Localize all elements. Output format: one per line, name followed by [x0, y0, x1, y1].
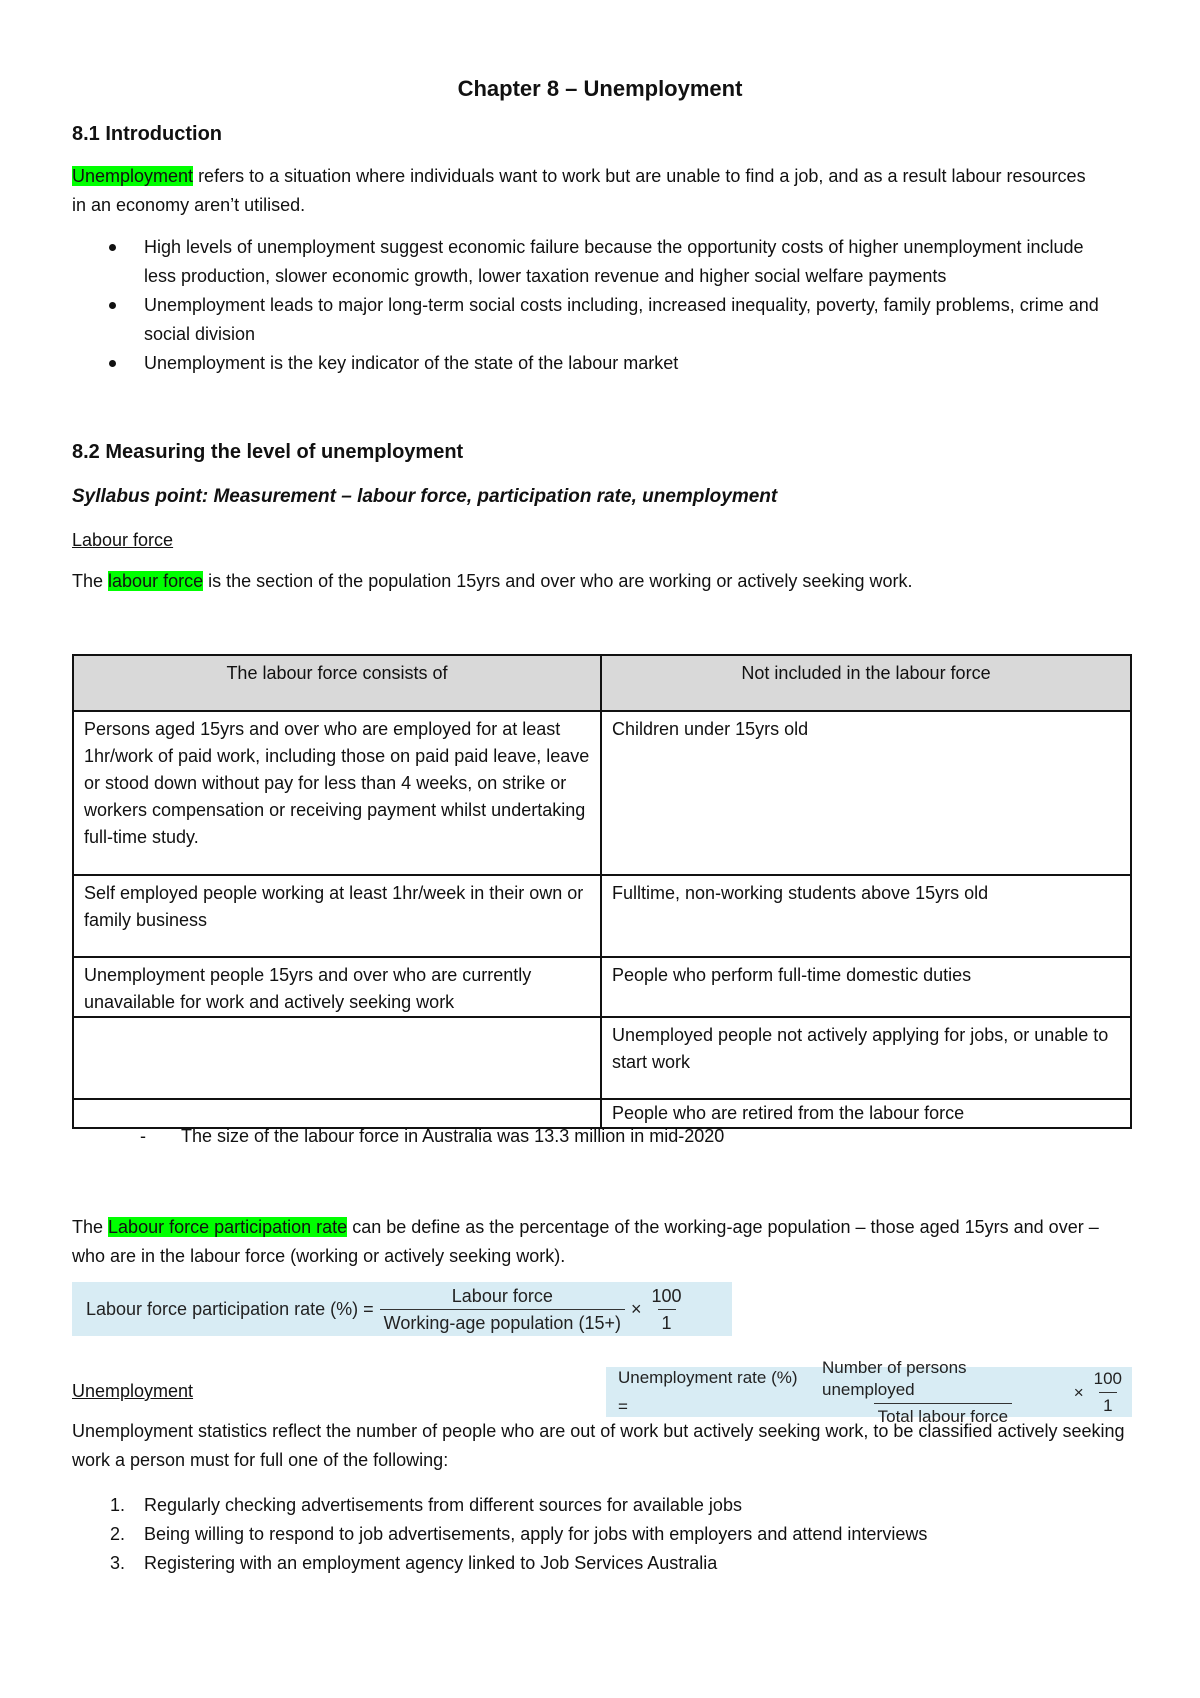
- intro-bullet-list: [72, 233, 1112, 378]
- list-item: [72, 1520, 1112, 1549]
- times-sign: ×: [1073, 1382, 1084, 1402]
- formula-denominator: 1: [1099, 1392, 1116, 1417]
- table-cell: Unemployed people not actively applying for jobs, or unable to start work: [601, 1017, 1131, 1099]
- text-span: is the section of the population 15yrs and over who are working or actively seeking work.: [203, 571, 913, 591]
- labour-force-size-note: The size of the labour force in Australia was 13.3 million in mid-2020: [181, 1126, 725, 1146]
- term-unemployment: Unemployment: [72, 166, 194, 186]
- participation-rate-formula: [72, 1282, 732, 1336]
- formula-denominator: 1: [658, 1309, 676, 1334]
- subheading-labour-force: Labour force: [72, 530, 174, 550]
- table-header-consists: The labour force consists of: [73, 655, 601, 711]
- formula-denominator: Total labour force: [874, 1403, 1012, 1428]
- times-sign: ×: [630, 1298, 642, 1319]
- table-cell: Children under 15yrs old: [601, 711, 1131, 875]
- step-number: 1.: [110, 1495, 126, 1515]
- term-participation-rate: Labour force participation rate: [108, 1217, 348, 1237]
- step-text: Regularly checking advertisements from different sources for available jobs: [144, 1495, 742, 1515]
- list-item: Unemployment is the key indicator of the state of the labour market: [72, 349, 1112, 378]
- term-labour-force: labour force: [108, 571, 204, 591]
- formula-numerator: Number of persons unemployed: [821, 1357, 967, 1399]
- table-cell: Persons aged 15yrs and over who are employed for at least 1hr/work of paid work, including those on paid paid leave, leave or stood down without pay for less than 4 weeks, on strike or workers compensation or receiving payment whilst undertaking full-time study.: [73, 711, 601, 875]
- section-heading-introduction: 8.1 Introduction: [72, 123, 222, 145]
- section-heading-measuring: 8.2 Measuring the level of unemployment: [72, 441, 464, 463]
- formula-numerator: 100: [1093, 1368, 1122, 1388]
- table-cell: People who perform full-time domestic duties: [601, 957, 1131, 1017]
- step-text: Being willing to respond to job advertisements, apply for jobs with employers and attend interviews: [144, 1524, 928, 1544]
- table-header-not-included: Not included in the labour force: [601, 655, 1131, 711]
- seeking-work-steps: [72, 1491, 1112, 1578]
- formula-numerator: 100: [651, 1285, 682, 1306]
- formula-fraction: [380, 1285, 625, 1334]
- step-number: 3.: [110, 1553, 126, 1573]
- list-item: [72, 1491, 1112, 1520]
- labour-force-definition: [72, 567, 1112, 596]
- table-cell: Fulltime, non-working students above 15yrs old: [601, 875, 1131, 957]
- formula-lhs: Unemployment rate (%) =: [618, 1368, 798, 1416]
- unemployment-definition: [72, 162, 1092, 220]
- formula-numerator: Labour force: [451, 1285, 553, 1306]
- step-text: Registering with an employment agency linked to Job Services Australia: [144, 1553, 718, 1573]
- unemployment-rate-formula: [606, 1357, 1132, 1426]
- page-title: Chapter 8 – Unemployment: [457, 76, 743, 101]
- step-number: 2.: [110, 1524, 126, 1544]
- formula-fraction-100: [648, 1285, 686, 1334]
- table-cell-empty: [73, 1017, 601, 1099]
- text-span: The: [72, 571, 109, 591]
- list-item: Unemployment leads to major long-term social costs including, increased inequality, poverty, family problems, crime and social division: [72, 291, 1112, 349]
- labour-force-table: [72, 654, 1132, 1129]
- table-cell: People who are retired from the labour force: [601, 1099, 1131, 1128]
- formula-denominator: Working-age population (15+): [380, 1309, 625, 1334]
- list-item: High levels of unemployment suggest economic failure because the opportunity costs of higher unemployment include less production, slower economic growth, lower taxation revenue and higher social welfare payments: [72, 233, 1112, 291]
- table-cell: Unemployment people 15yrs and over who are currently unavailable for work and actively seeking work: [73, 957, 601, 1017]
- text-span: The: [72, 1217, 109, 1237]
- dash-marker: -: [140, 1126, 146, 1146]
- unemployment-statistics-text: Unemployment statistics reflect the number of people who are out of work but actively seeking work, to be classified actively seeking work a person must for full one of the following:: [72, 1421, 1125, 1470]
- formula-lhs: Labour force participation rate (%) =: [86, 1298, 374, 1319]
- table-cell: Self employed people working at least 1hr/week in their own or family business: [73, 875, 601, 957]
- syllabus-point: Syllabus point: Measurement – labour force, participation rate, unemployment: [72, 486, 778, 507]
- text-span: can be define as the percentage of the working-age population – those aged 15yrs and over – who are in the labour force (working or actively seeking work).: [72, 1217, 1099, 1266]
- participation-rate-definition: [72, 1213, 1112, 1271]
- formula-fraction-100: [1090, 1368, 1126, 1417]
- subheading-unemployment: Unemployment: [72, 1381, 194, 1401]
- list-item: [72, 1549, 1112, 1578]
- definition-text: refers to a situation where individuals want to work but are unable to find a job, and as a result labour resources in an economy aren’t utilised.: [72, 166, 1086, 215]
